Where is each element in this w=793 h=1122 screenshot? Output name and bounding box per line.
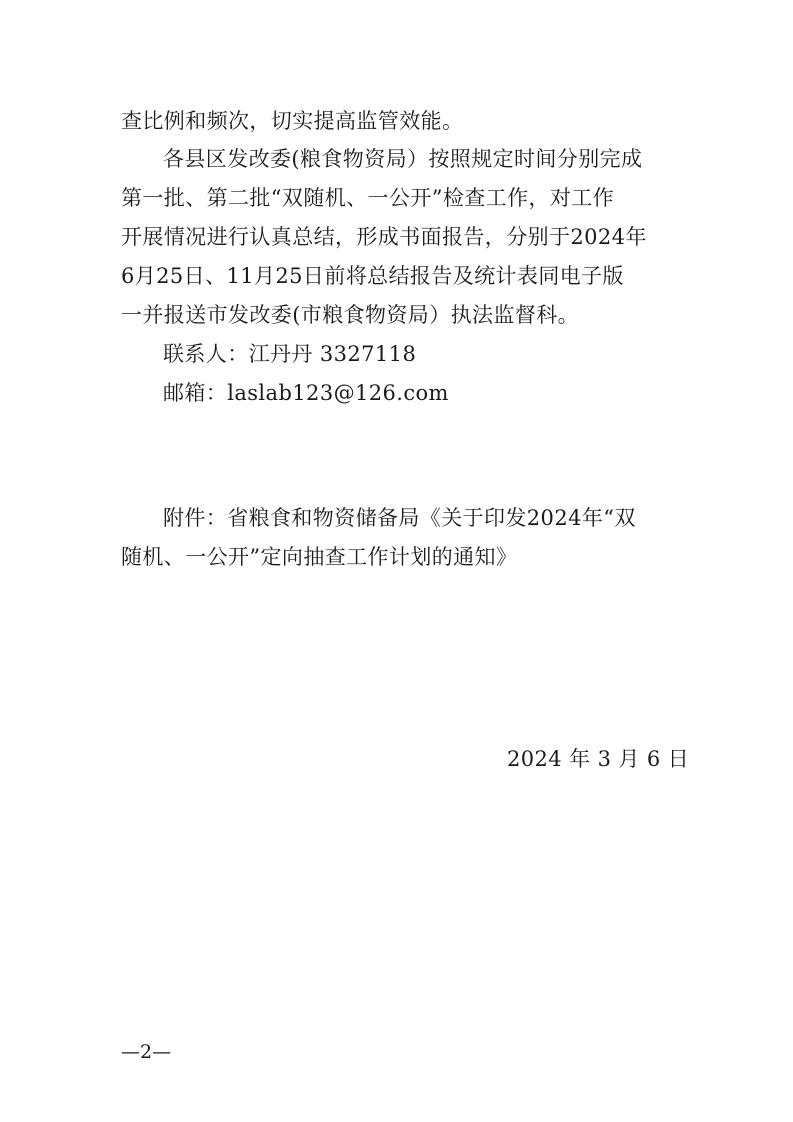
attachment-line-1: 附件：省粮食和物资储备局《关于印发2024年“双	[163, 506, 636, 530]
contact-email: 邮箱：laslab123@126.com	[163, 381, 449, 405]
body-line-5: 6月25日、11月25日前将总结报告及统计表同电子版	[121, 264, 624, 288]
document-date: 2024 年 3 月 6 日	[507, 747, 690, 771]
body-line-3: 第一批、第二批“双随机、一公开”检查工作，对工作	[121, 186, 615, 210]
attachment-line-2: 随机、一公开”定向抽查工作计划的通知》	[121, 545, 518, 569]
body-line-6: 一并报送市发改委(市粮食物资局）执法监督科。	[121, 303, 579, 327]
body-line-2: 各县区发改委(粮食物资局）按照规定时间分别完成	[163, 147, 643, 171]
contact-person: 联系人：江丹丹 3327118	[163, 342, 417, 366]
body-line-4: 开展情况进行认真总结，形成书面报告，分别于2024年	[121, 225, 647, 249]
page-number: —2—	[121, 1041, 172, 1063]
body-line-1: 查比例和频次，切实提高监管效能。	[121, 109, 464, 133]
